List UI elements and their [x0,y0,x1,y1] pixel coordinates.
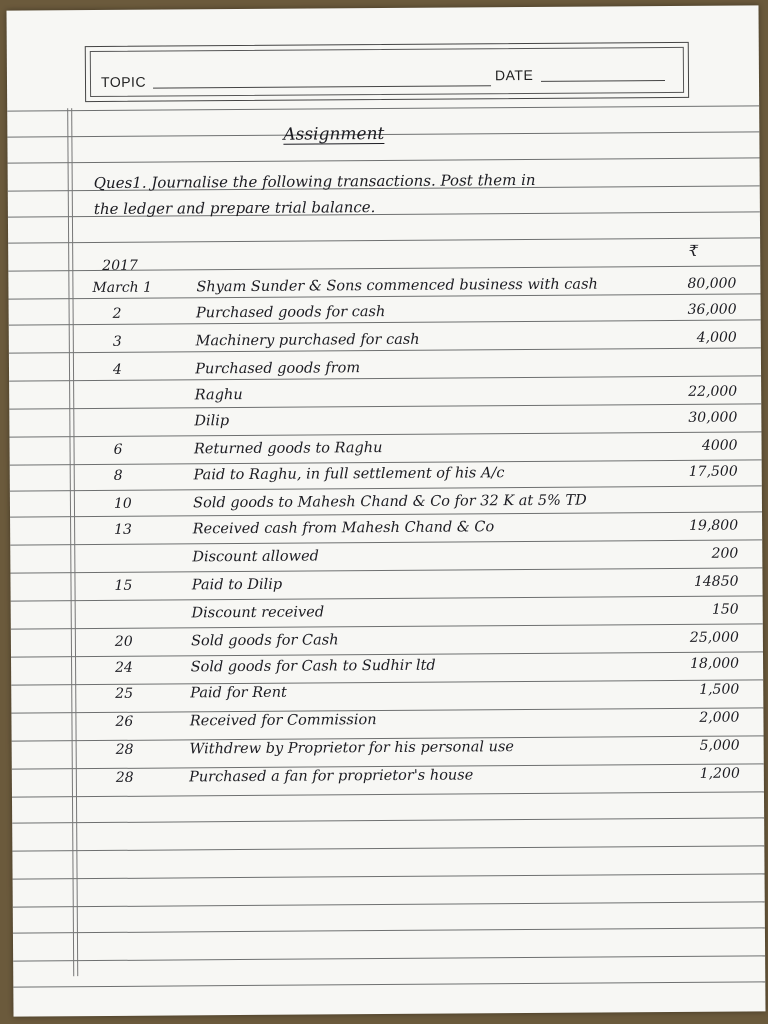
ruled-line [11,707,763,713]
topic-write-line [153,85,491,88]
transaction-amount: 18,000 [690,655,740,672]
ruled-line [9,431,761,437]
ruled-line [8,237,760,243]
transaction-amount: 4000 [701,437,738,454]
transaction-date: March 1 [92,279,153,297]
transaction-description: Purchased goods from [195,360,361,378]
date-write-line [541,80,665,82]
year-heading: 2017 [102,257,138,274]
transaction-description: Discount received [191,604,325,622]
question-line-1: Ques1. Journalise the following transactions. Post them in [93,170,536,193]
transaction-amount: 22,000 [688,383,738,400]
transaction-date: 15 [114,577,133,594]
transaction-amount: 5,000 [699,737,740,754]
transaction-date: 24 [115,659,133,676]
transaction-date: 4 [112,361,122,378]
ruled-line [10,511,762,517]
transaction-amount: 200 [711,545,739,562]
ruled-line [12,817,764,823]
transaction-date: 3 [112,333,122,350]
transaction-date: 13 [114,521,133,538]
ruled-line [11,679,763,685]
transaction-amount: 36,000 [687,301,737,318]
transaction-description: Discount allowed [192,548,319,566]
ruled-line [11,595,763,601]
ruled-line [13,901,765,907]
transaction-description: Received cash from Mahesh Chand & Co [192,519,495,538]
transaction-description: Withdrew by Proprietor for his personal use [189,739,515,758]
transaction-date: 28 [115,769,134,786]
transaction-amount: 14850 [693,573,739,590]
ruled-line [12,845,764,851]
transaction-date: 8 [113,467,123,484]
ruled-line [13,873,765,879]
notebook-page [6,5,765,1016]
ruled-line [13,927,765,933]
transaction-amount: 19,800 [689,517,739,534]
assignment-title: Assignment [283,124,385,145]
transaction-description: Sold goods for Cash [191,632,339,650]
transaction-date: 25 [115,685,134,702]
page-header-box [85,42,689,102]
ruled-line [13,981,765,987]
transaction-amount: 30,000 [688,409,738,426]
transaction-description: Sold goods to Mahesh Chand & Co for 32 K at 5% TD [193,492,587,512]
transaction-description: Dilip [194,413,230,430]
transaction-date: 2 [112,305,122,322]
transaction-amount: 80,000 [687,275,737,292]
transaction-amount: 25,000 [689,629,739,646]
transaction-description: Machinery purchased for cash [195,331,420,350]
ruled-line [13,955,765,961]
currency-symbol: ₹ [688,241,699,260]
ruled-line [10,459,762,465]
transaction-amount: 1,500 [699,681,740,698]
transaction-amount: 17,500 [688,463,738,480]
transaction-amount: 4,000 [696,329,737,346]
transaction-description: Sold goods for Cash to Sudhir ltd [190,657,436,676]
margin-line-outer [67,108,74,976]
transaction-date: 20 [114,633,133,650]
transaction-description: Purchased goods for cash [195,304,386,322]
transaction-amount: 2,000 [699,709,740,726]
transaction-description: Raghu [194,386,243,404]
transaction-amount: 150 [711,601,739,618]
date-label: DATE [494,66,534,84]
ruled-lines [6,5,758,10]
ruled-line [8,157,760,163]
ruled-line [12,791,764,797]
ruled-line [10,567,762,573]
transaction-description: Purchased a fan for proprietor's house [188,767,474,786]
ruled-line [9,403,761,409]
ruled-line [10,485,762,491]
topic-label: TOPIC [100,73,147,90]
ruled-line [10,539,762,545]
transaction-description: Paid to Dilip [191,576,283,594]
transaction-date: 28 [115,741,134,758]
transaction-description: Received for Commission [189,712,377,730]
transaction-date: 10 [113,495,132,512]
transaction-description: Paid to Raghu, in full settlement of his A/c [193,465,505,484]
transaction-description: Returned goods to Raghu [193,440,383,458]
ruled-line [11,623,763,629]
page-header-inner-border [90,47,684,97]
transaction-amount: 1,200 [699,765,740,782]
transaction-description: Paid for Rent [190,684,287,702]
ruled-line [7,105,759,111]
transaction-description: Shyam Sunder & Sons commenced business with cash [196,276,598,296]
ruled-line [11,651,763,657]
transaction-date: 6 [113,441,123,458]
question-line-2: the ledger and prepare trial balance. [93,198,376,219]
transaction-date: 26 [115,713,134,730]
